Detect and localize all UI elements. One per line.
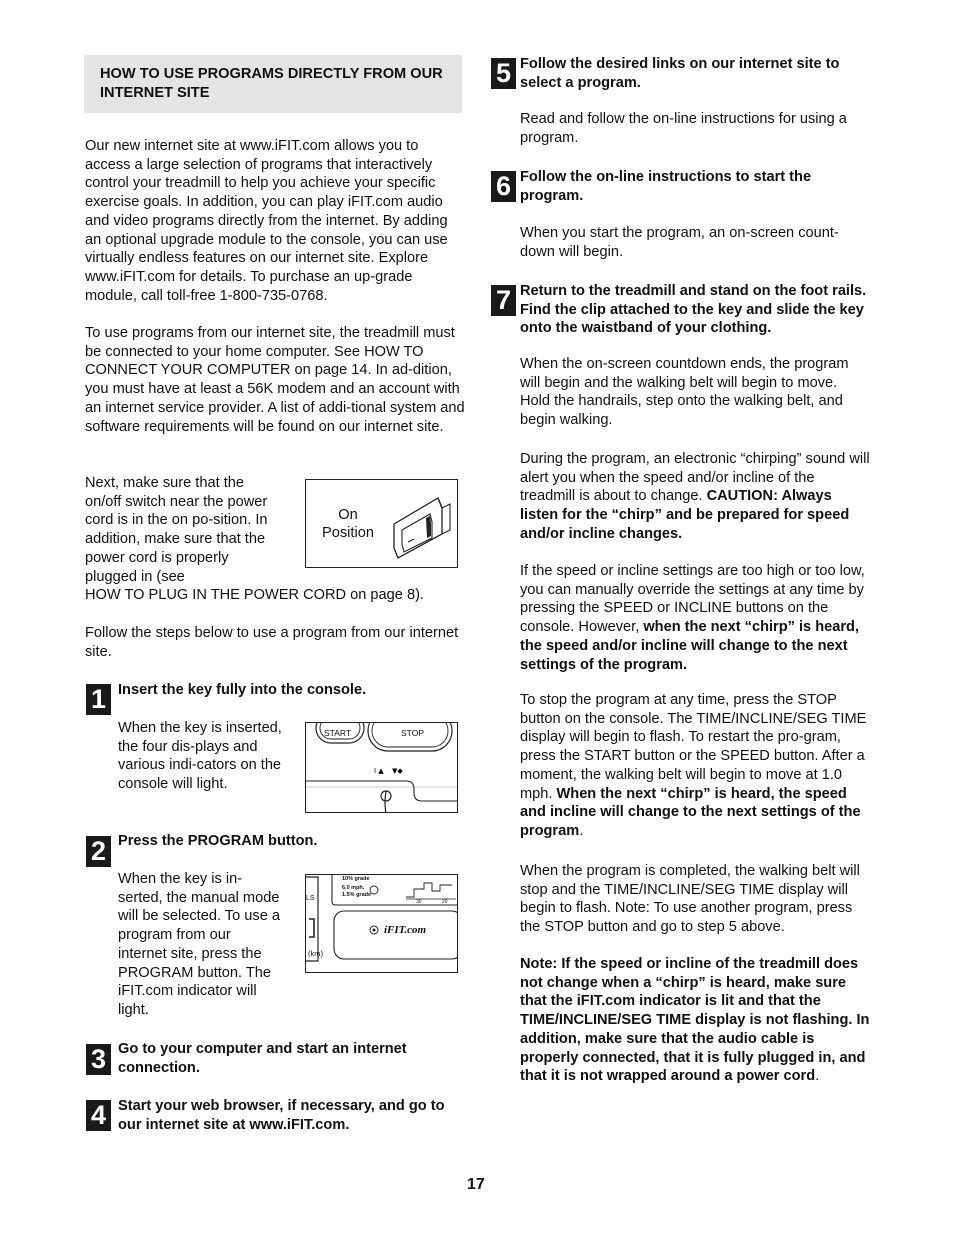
km-label: (km) (308, 949, 323, 958)
step-3-title: Go to your computer and start an internet connection. (118, 1041, 407, 1076)
stop-button-label: STOP (401, 728, 424, 738)
step-4-title: Start your web browser, if necessary, and go to our internet site at www.iFIT.com. (118, 1098, 445, 1133)
console-display-illustration (306, 875, 458, 973)
step-number-5: 5 (491, 58, 516, 89)
step-2-title: Press the PROGRAM button. (118, 833, 318, 849)
step-2-body: When the key is in-serted, the manual mode will be selected. To use a program from our internet site, press the PROGRAM button. The iFIT.com indicator will light. (118, 871, 280, 1018)
step-7-title: Return to the treadmill and stand on the foot rails. Find the clip attached to the key and slide the key onto the waistband of your clothing. (520, 283, 867, 337)
stop-paragraph (520, 691, 870, 841)
chirp-caution: CAUTION: Always listen for the “chirp” and be prepared for speed and/or incline changes. (520, 488, 850, 542)
console-key-figure (305, 722, 458, 813)
switch-paragraph: Next, make sure that the on/off switch near the power cord is in the on po-sition. In addition, make sure that the power cord is properly plugged in (see (85, 475, 268, 585)
start-button-label: START (324, 728, 352, 738)
follow-steps-paragraph: Follow the steps below to use a program from our internet site. (85, 625, 459, 660)
note-end: . (815, 1068, 820, 1085)
step-5-body: Read and follow the on-line instructions for using a program. (520, 111, 847, 146)
section-header-box (84, 55, 462, 113)
step-1-body: When the key is inserted, the four dis-plays and various indi-cators on the console will light. (118, 720, 282, 793)
step-6-body: When you start the program, an on-screen count-down will begin. (520, 225, 839, 260)
chirp-text: During the program, an electronic “chirping” sound will alert you when the speed and/or incline of the treadmill is about to change. (520, 451, 870, 505)
override-text: If the speed or incline settings are too high or too low, you can manually override the settings at any time by pressing the SPEED or INCLINE buttons on the console. However, (520, 563, 865, 636)
chirp-paragraph (520, 450, 870, 544)
svg-text:I ▲: I ▲ (374, 767, 384, 775)
display-speed: 6.0 mph, (342, 885, 365, 891)
section-title: HOW TO USE PROGRAMS DIRECTLY FROM OUR INTERNET SITE (100, 66, 443, 101)
override-paragraph (520, 562, 870, 674)
override-bold: when the next “chirp” is heard, the speed and/or incline will change to the next settings of the program. (520, 619, 860, 673)
page-number: 17 (467, 1176, 485, 1193)
display-tick-30: 30 (416, 899, 422, 905)
note-bold: Note: If the speed or incline of the treadmill does not change when a “chirp” is heard, make sure that the iFIT.com indicator is lit and that the TIME/INCLINE/SEG TIME display is not flashing. In addition, make sure that the audio cable is properly connected, that it is fully plugged in, and that it is not wrapped around a power cord (520, 956, 870, 1085)
intro-paragraph-1: Our new internet site at www.iFIT.com allows you to access a large selection of programs that interactively control your treadmill to help you achieve your specific exercise goals. In addition, you can play iFIT.com audio and video programs directly from the internet. By adding an optional upgrade module to the console, you can use virtually endless features on our internet site. Explore www.iFIT.com for details. To purchase an up-grade module, call toll-free 1-800-735-0768. (85, 138, 448, 304)
switch-label-on: On (338, 507, 358, 523)
ifit-logo: iFIT.com (384, 924, 427, 936)
ls-label: LS (306, 895, 315, 902)
step-number-6: 6 (491, 171, 516, 202)
step-number-3: 3 (86, 1044, 111, 1075)
stop-text: To stop the program at any time, press the STOP button on the console. The TIME/INCLINE/SEG TIME display will begin to flash. To restart the pro-gram, press the START button or the SPEED button. After a moment, the walking belt will begin to move at 1.0 mph. (520, 692, 867, 802)
svg-text:▼◆: ▼◆ (392, 767, 403, 775)
step-number-1: 1 (86, 684, 111, 715)
completed-paragraph: When the program is completed, the walking belt will stop and the TIME/INCLINE/SEG TIME display will begin to flash. Note: To use another program, press the STOP button and go to step 5 above. (520, 863, 860, 936)
display-tick-20: 20 (442, 899, 448, 905)
step-number-7: 7 (491, 285, 516, 316)
note-paragraph (520, 955, 870, 1086)
step-6-title: Follow the on-line instructions to start the program. (520, 169, 812, 204)
switch-label-position: Position (322, 525, 374, 541)
display-grade-bottom: 1.5% grade (342, 892, 372, 898)
stop-end: . (579, 822, 584, 839)
intro-paragraph-2: To use programs from our internet site, the treadmill must be connected to your home computer. See HOW TO CONNECT YOUR COMPUTER on page 14. In ad-dition, you must have at least a 56K modem and an account with an internet service provider. A list of addi-tional system and software requirements will be found on our internet site. (85, 325, 465, 435)
switch-paragraph-end: HOW TO PLUG IN THE POWER CORD on page 8). (85, 587, 424, 603)
stop-bold: When the next “chirp” is heard, the speed and incline will change to the next settings of the program (520, 785, 861, 839)
step-number-2: 2 (86, 836, 111, 867)
rocker-switch-icon (386, 486, 458, 564)
step-5-title: Follow the desired links on our internet site to select a program. (520, 56, 840, 91)
step-7-body: When the on-screen countdown ends, the program will begin and the walking belt will begin to move. Hold the handrails, step onto the walking belt, and begin walking. (520, 356, 849, 429)
display-grade-top: 10% grade (342, 876, 370, 882)
console-program-figure (305, 874, 458, 973)
power-switch-figure (305, 479, 458, 568)
step-number-4: 4 (86, 1100, 111, 1131)
step-1-title: Insert the key fully into the console. (118, 682, 367, 698)
